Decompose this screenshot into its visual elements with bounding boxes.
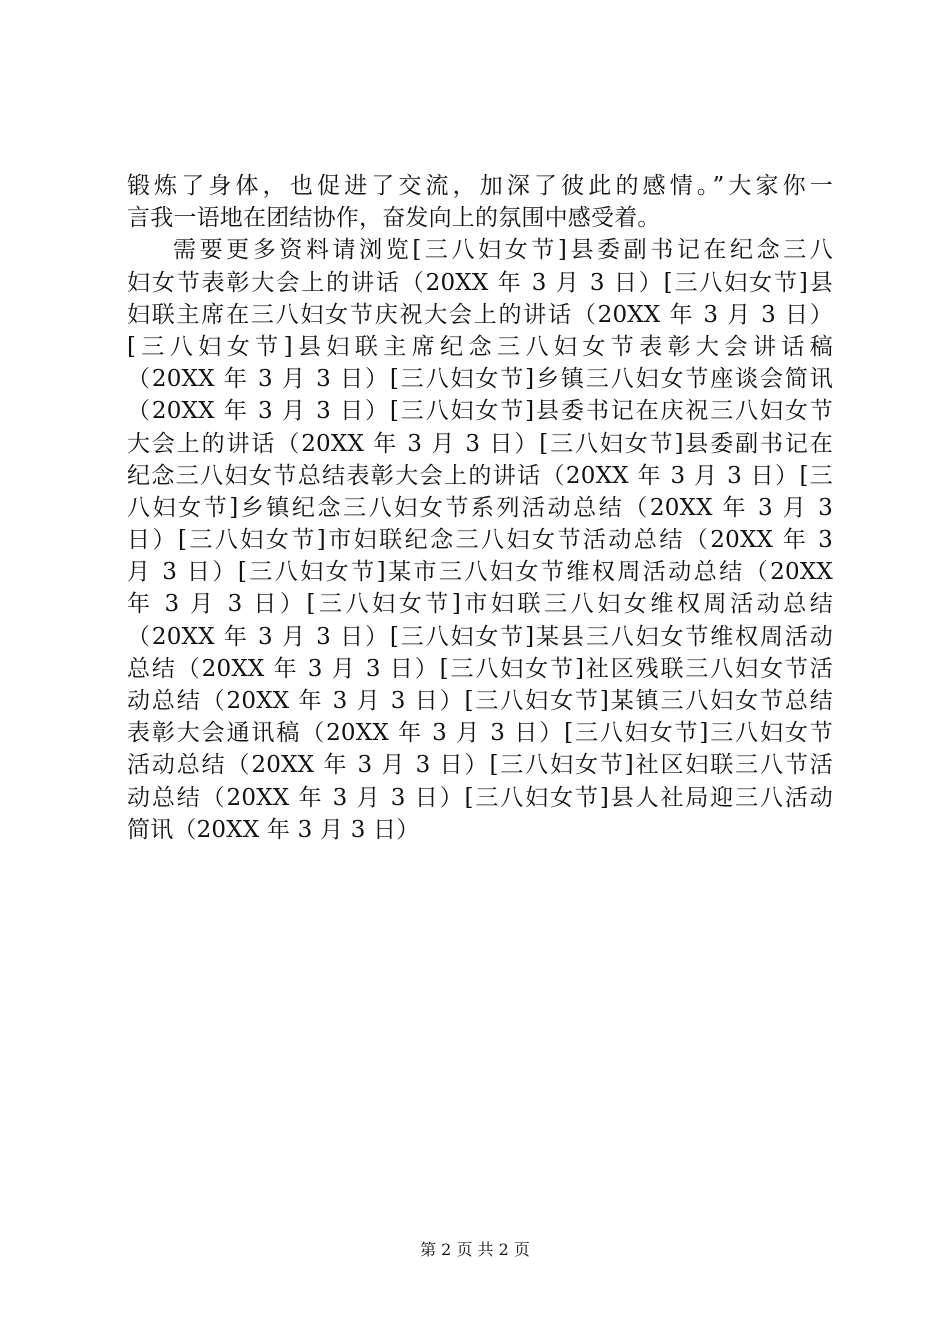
paragraph-1: [127, 170, 833, 234]
paragraph-line: 动总结（20XX 年 3 月 3 日）[三八妇女节]县人社局迎三八活动: [127, 784, 833, 811]
paragraph-line: 年 3 月 3 日）[三八妇女节]市妇联三八妇女维权周活动总结: [127, 591, 833, 618]
paragraph-line: 言我一语地在团结协作，奋发向上的氛围中感受着。: [127, 205, 661, 232]
body-text: [127, 170, 833, 846]
paragraph-line: 需要更多资料请浏览[三八妇女节]县委副书记在纪念三八: [173, 237, 833, 264]
paragraph-line: 动总结（20XX 年 3 月 3 日）[三八妇女节]某镇三八妇女节总结: [127, 688, 833, 714]
paragraph-line: 八妇女节]乡镇纪念三八妇女节系列活动总结（20XX 年 3 月 3: [127, 494, 833, 521]
paragraph-line: 锻炼了身体，也促进了交流，加深了彼此的感情。”大家你一: [127, 173, 833, 199]
paragraph-line: （20XX 年 3 月 3 日）[三八妇女节]县委书记在庆祝三八妇女节: [127, 398, 833, 425]
paragraph-line: 大会上的讲话（20XX 年 3 月 3 日）[三八妇女节]县委副书记在: [127, 430, 833, 457]
paragraph-line: 简讯（20XX 年 3 月 3 日）: [127, 816, 420, 843]
paragraph-line: 妇联主席在三八妇女节庆祝大会上的讲话（20XX 年 3 月 3 日）: [127, 301, 833, 328]
paragraph-line: （20XX 年 3 月 3 日）[三八妇女节]某县三八妇女节维权周活动: [127, 623, 833, 650]
paragraph-line: 月 3 日）[三八妇女节]某市三八妇女节维权周活动总结（20XX: [127, 559, 833, 586]
paragraph-line: 活动总结（20XX 年 3 月 3 日）[三八妇女节]社区妇联三八节活: [127, 752, 833, 779]
paragraph-line: 表彰大会通讯稿（20XX 年 3 月 3 日）[三八妇女节]三八妇女节: [127, 720, 833, 747]
paragraph-line: （20XX 年 3 月 3 日）[三八妇女节]乡镇三八妇女节座谈会简讯: [127, 366, 833, 393]
paragraph-line: 总结（20XX 年 3 月 3 日）[三八妇女节]社区残联三八妇女节活: [127, 655, 833, 682]
page-number-footer: 第 2 页 共 2 页: [420, 1240, 530, 1259]
paragraph-line: [三八妇女节]县妇联主席纪念三八妇女节表彰大会讲话稿: [127, 333, 833, 360]
paragraph-line: 纪念三八妇女节总结表彰大会上的讲话（20XX 年 3 月 3 日）[三: [127, 462, 833, 489]
paragraph-line: 日）[三八妇女节]市妇联纪念三八妇女节活动总结（20XX 年 3: [127, 527, 833, 554]
paragraph-line: 妇女节表彰大会上的讲话（20XX 年 3 月 3 日）[三八妇女节]县: [127, 269, 833, 296]
paragraph-2: [127, 234, 833, 846]
